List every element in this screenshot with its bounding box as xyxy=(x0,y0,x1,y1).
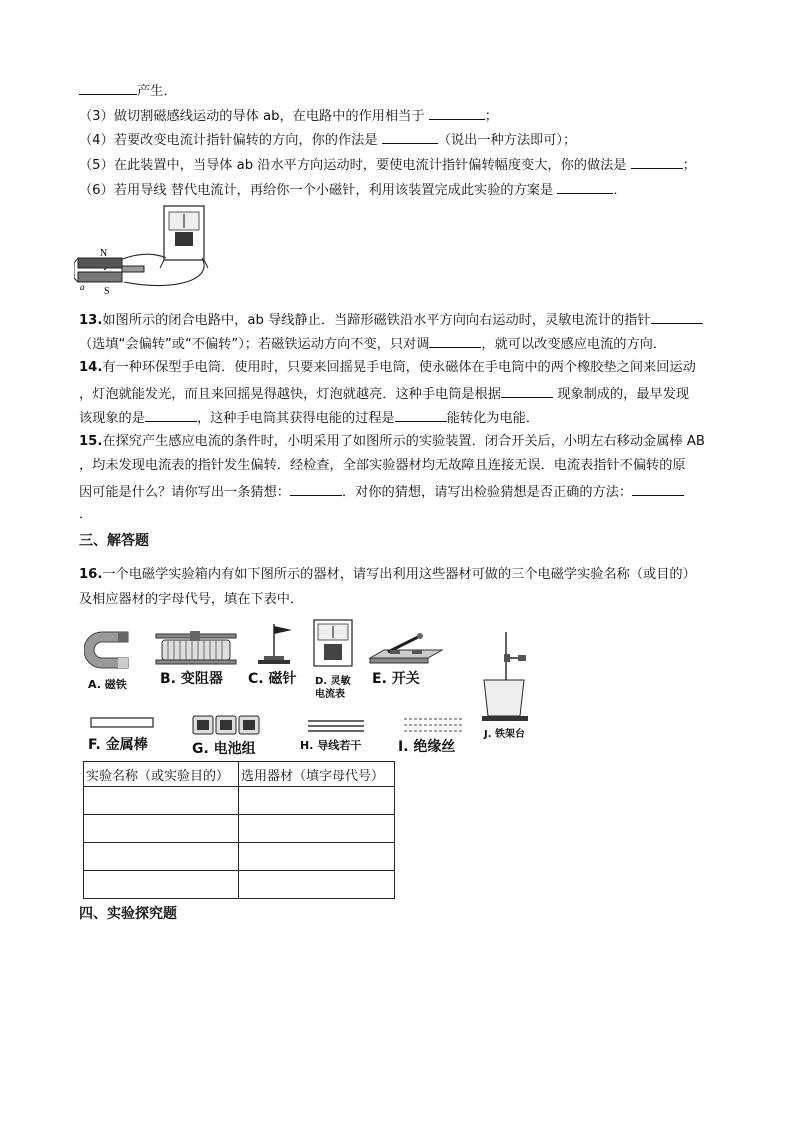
line-text: （4）若要改变电流计指针偏转的方向，你的作法是 xyxy=(79,133,378,148)
question-13-line1 xyxy=(79,310,703,330)
blank[interactable] xyxy=(557,180,613,194)
answer-table xyxy=(83,761,395,899)
table-row xyxy=(84,787,395,815)
table-cell[interactable] xyxy=(84,843,239,871)
label-j-iron-stand: J. 铁架台 xyxy=(484,729,526,740)
label-g-battery: G. 电池组 xyxy=(192,741,256,757)
question-number: 14. xyxy=(79,360,103,375)
question-number: 13. xyxy=(79,313,103,328)
section-4-heading: 四、实验探究题 xyxy=(79,906,177,922)
wires-icon xyxy=(306,718,366,736)
question-number: 16. xyxy=(79,567,103,582)
table-cell[interactable] xyxy=(239,815,395,843)
table-cell[interactable] xyxy=(239,787,395,815)
blank[interactable] xyxy=(651,310,703,324)
line-text: ，均未发现电流表的指针发生偏转．经检查，全部实验器材均无故障且连接无误．电流表指针不偏转的原 xyxy=(79,458,686,473)
line-text: （6）若用导线 替代电流计，再给你一个小磁针，利用该装置完成此实验的方案是 xyxy=(79,183,554,198)
question-14-line3 xyxy=(79,408,539,428)
line-text: ，这种手电筒其获得电能的过程是 xyxy=(196,411,395,426)
line-q4 xyxy=(79,130,576,150)
section-3-heading: 三、解答题 xyxy=(79,533,149,549)
line-text: ； xyxy=(484,109,498,124)
galvanometer-core xyxy=(175,232,193,246)
label-b-rheostat: B. 变阻器 xyxy=(160,671,223,687)
label-s: S xyxy=(104,286,110,297)
magnet-bottom-pole xyxy=(78,272,122,282)
label-n: N xyxy=(100,248,108,259)
table-cell[interactable] xyxy=(84,787,239,815)
line-text: 有一种环保型手电筒．使用时，只要来回摇晃手电筒，使永磁体在手电筒中的两个橡胶垫之间来回运动 xyxy=(102,360,696,375)
line-text: 一个电磁学实验箱内有如下图所示的器材，请写出利用这些器材可做的三个电磁学实验名称（或目的） xyxy=(102,567,696,582)
label-a: a xyxy=(80,282,85,292)
label-a-magnet: A. 磁铁 xyxy=(88,678,127,691)
table-row xyxy=(84,815,395,843)
question-15-line2 xyxy=(79,457,686,475)
line-text: 该现象的是 xyxy=(79,411,145,426)
battery-pack-icon xyxy=(192,714,262,736)
label-e-switch: E. 开关 xyxy=(372,671,420,687)
table-header: 实验名称（或实验目的） xyxy=(84,762,239,787)
question-15-line4 xyxy=(79,506,92,524)
line-text: 如图所示的闭合电路中，ab 导线静止．当蹄形磁铁沿水平方向向右运动时，灵敏电流计的指针 xyxy=(102,313,651,328)
galvanometer-icon xyxy=(312,618,354,668)
line-text: （说出一种方法即可）； xyxy=(437,133,577,148)
line-text: ． xyxy=(613,183,627,198)
blank[interactable] xyxy=(631,155,683,169)
blank[interactable] xyxy=(382,130,438,144)
line-text: （5）在此装置中，当导体 ab 沿水平方向运动时，要使电流计指针偏转幅度变大，你的做法是 xyxy=(79,158,627,173)
iron-stand-icon xyxy=(480,630,530,724)
line-q6 xyxy=(79,180,627,200)
label-d-galvanometer-2: 电流表 xyxy=(315,689,345,700)
magnet-icon xyxy=(84,628,134,672)
metal-rod-icon xyxy=(90,716,154,730)
table-row xyxy=(84,843,395,871)
question-16-line1 xyxy=(79,566,696,584)
label-c-compass: C. 磁针 xyxy=(248,671,297,687)
line-text: 能转化为电能． xyxy=(446,411,540,426)
induction-apparatus-figure xyxy=(74,200,214,300)
table-header-row xyxy=(84,762,395,787)
line-text: 产生． xyxy=(137,84,177,99)
blank[interactable] xyxy=(429,106,485,120)
line-text: ，就可以改变感应电流的方向． xyxy=(481,337,667,352)
label-i-insulating-thread: I. 绝缘丝 xyxy=(398,739,456,755)
table-cell[interactable] xyxy=(84,871,239,899)
table-header: 选用器材（填字母代号） xyxy=(239,762,395,787)
blank[interactable] xyxy=(290,482,342,496)
line-text: （选填“会偏转”或“不偏转”）；若磁铁运动方向不变，只对调 xyxy=(79,337,430,352)
blank[interactable] xyxy=(632,482,684,496)
question-14-line1 xyxy=(79,359,696,377)
insulating-thread-icon xyxy=(402,716,466,736)
line-text: 现象制成的，最早发现 xyxy=(557,387,690,402)
blank[interactable] xyxy=(145,408,197,422)
line-0 xyxy=(79,81,177,101)
table-cell[interactable] xyxy=(84,815,239,843)
question-14-line2 xyxy=(79,384,689,404)
magnet-top-pole xyxy=(78,258,122,268)
compass-needle-icon xyxy=(252,620,296,666)
line-text: ． xyxy=(79,507,93,522)
table-row xyxy=(84,871,395,899)
switch-icon xyxy=(368,632,444,666)
blank[interactable] xyxy=(501,384,553,398)
blank[interactable] xyxy=(429,334,481,348)
label-d-galvanometer-1: D. 灵敏 xyxy=(315,676,351,687)
line-text: ．对你的猜想，请写出检验猜想是否正确的方法： xyxy=(342,485,633,500)
line-text: 及相应器材的字母代号，填在下表中． xyxy=(79,592,304,607)
table-cell[interactable] xyxy=(239,871,395,899)
line-text: ； xyxy=(682,158,696,173)
question-15-line1 xyxy=(79,433,705,451)
question-15-line3 xyxy=(79,482,684,502)
line-text: 在探究产生感应电流的条件时，小明采用了如图所示的实验装置．闭合开关后，小明左右移动金属棒 AB xyxy=(102,434,705,449)
table-cell[interactable] xyxy=(239,843,395,871)
question-16-line2 xyxy=(79,591,303,609)
line-text: 因可能是什么？请你写出一条猜想： xyxy=(79,485,290,500)
line-text: ，灯泡就能发光，而且来回摇晃得越快，灯泡就越亮．这种手电筒是根据 xyxy=(79,387,501,402)
blank[interactable] xyxy=(79,81,137,95)
question-13-line2 xyxy=(79,334,666,354)
conductor-ab xyxy=(122,266,144,272)
question-number: 15. xyxy=(79,434,103,449)
line-text: （3）做切割磁感线运动的导体 ab，在电路中的作用相当于 xyxy=(79,109,425,124)
label-f-metal-rod: F. 金属棒 xyxy=(88,737,148,753)
blank[interactable] xyxy=(395,408,447,422)
rheostat-icon xyxy=(154,630,238,666)
label-h-wires: H. 导线若干 xyxy=(300,739,362,752)
line-q5 xyxy=(79,155,696,175)
line-q3 xyxy=(79,106,498,126)
